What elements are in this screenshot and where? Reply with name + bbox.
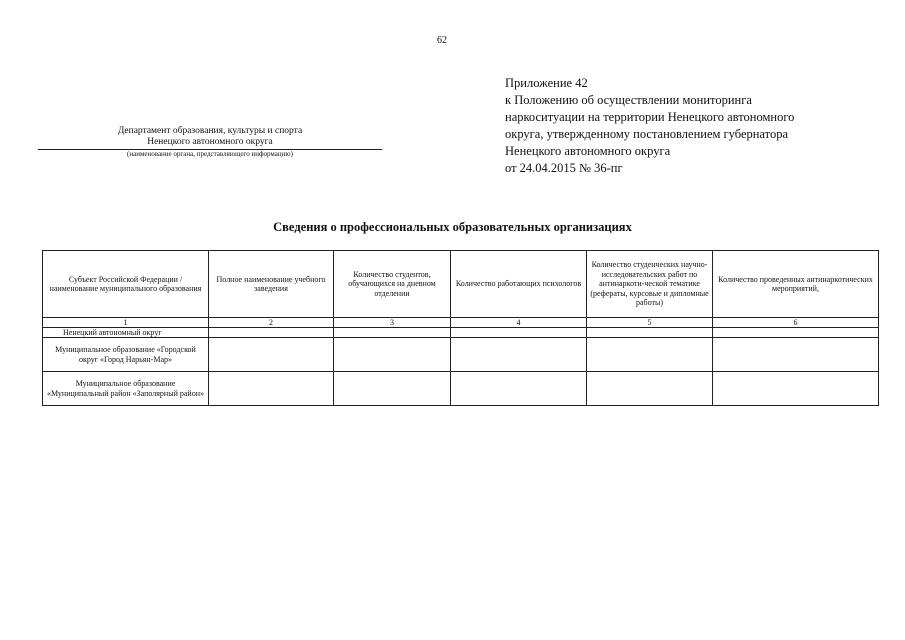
- appendix-line: Приложение 42: [505, 76, 588, 90]
- table-cell: [209, 338, 334, 372]
- table-cell: [334, 338, 451, 372]
- appendix-line: от 24.04.2015 № 36-пг: [505, 161, 623, 175]
- column-number: 4: [451, 318, 587, 328]
- table-cell: [209, 372, 334, 406]
- table-cell: [334, 328, 451, 338]
- table-cell: [713, 338, 879, 372]
- appendix-line: к Положению об осуществлении мониторинга: [505, 93, 752, 107]
- table-row: [43, 328, 879, 338]
- table-row: [43, 338, 879, 372]
- header-students-count: Количество студентов, обучающихся на дневном отделении: [334, 251, 451, 318]
- appendix-line: Ненецкого автономного округа: [505, 144, 671, 158]
- row-subject: Муниципальное образование «Городской округ «Город Нарьян-Мар»: [43, 338, 209, 372]
- table-cell: [209, 328, 334, 338]
- table-header-row: [43, 251, 879, 318]
- authority-name-line2: Ненецкого автономного округа: [38, 137, 382, 150]
- table-cell: [451, 372, 587, 406]
- reporting-authority: [38, 126, 382, 159]
- document-title: Сведения о профессиональных образовательных организациях: [273, 220, 632, 234]
- column-number: 1: [43, 318, 209, 328]
- row-subject: Ненецкий автономный округ: [43, 328, 209, 338]
- page-number: 62: [437, 35, 447, 46]
- table-cell: [587, 328, 713, 338]
- column-number: 3: [334, 318, 451, 328]
- header-institution-name: Полное наименование учебного заведения: [209, 251, 334, 318]
- column-number: 5: [587, 318, 713, 328]
- header-subject: Субъект Российской Федерации /наименование муниципального образования: [43, 251, 209, 318]
- table-cell: [451, 338, 587, 372]
- table-cell: [587, 338, 713, 372]
- column-number-row: [43, 318, 879, 328]
- table-cell: [334, 372, 451, 406]
- authority-caption: (наименование органа, представляющего информацию): [127, 150, 293, 158]
- row-subject: Муниципальное образование «Муниципальный район «Заполярный район»: [43, 372, 209, 406]
- appendix-line: наркоситуации на территории Ненецкого автономного: [505, 110, 795, 124]
- column-number: 2: [209, 318, 334, 328]
- report-table: [42, 250, 879, 406]
- table-cell: [587, 372, 713, 406]
- authority-name-line1: Департамент образования, культуры и спорта: [117, 126, 303, 136]
- table-cell: [713, 328, 879, 338]
- header-events-count: Количество проведенных антинаркотических мероприятий,: [713, 251, 879, 318]
- table-row: [43, 372, 879, 406]
- appendix-line: округа, утвержденному постановлением губернатора: [505, 127, 788, 141]
- appendix-reference: [505, 75, 865, 177]
- table-cell: [713, 372, 879, 406]
- header-research-works-count: Количество студенческих научно-исследовательских работ по антинаркоти-ческой тематике (рефераты, курсовые и дипломные работы): [587, 251, 713, 318]
- column-number: 6: [713, 318, 879, 328]
- header-psychologists-count: Количество работающих психологов: [451, 251, 587, 318]
- table-cell: [451, 328, 587, 338]
